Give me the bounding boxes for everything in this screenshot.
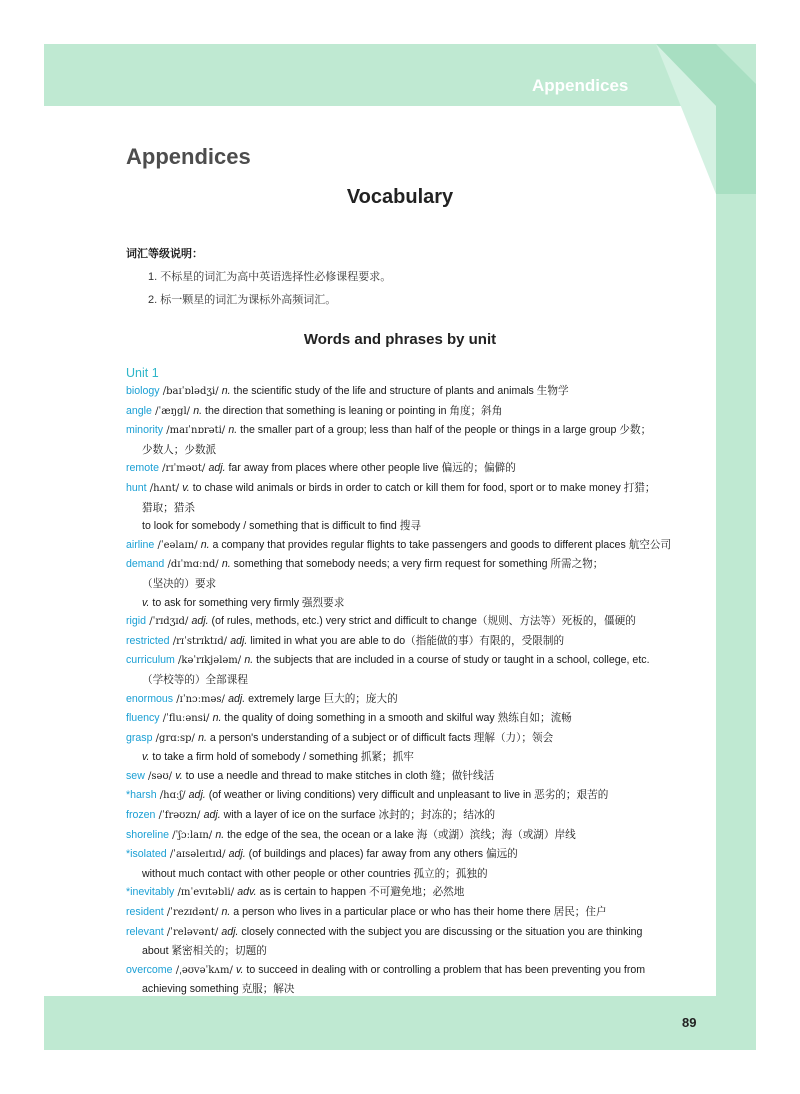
headword: grasp	[126, 731, 153, 744]
part-of-speech: n.	[212, 712, 222, 725]
definition: （学校等的）全部课程	[142, 673, 248, 686]
header-tab-label: Appendices	[532, 76, 629, 95]
page-number: 89	[682, 1015, 697, 1030]
headword: biology	[126, 385, 160, 397]
vocab-entry-continuation	[126, 499, 696, 518]
vocab-entry	[126, 826, 696, 846]
part-of-speech: n.	[198, 731, 207, 744]
page-fold-decoration	[656, 44, 756, 194]
definition: to look for somebody / something that is difficult to find 搜寻	[142, 520, 421, 533]
vocab-entry	[126, 923, 696, 943]
vocab-entry	[126, 845, 696, 865]
definition: a person's understanding of a subject or of difficult facts 理解（力）；领会	[206, 731, 554, 744]
headword: frozen	[126, 809, 156, 822]
vocab-entry-continuation	[126, 942, 696, 961]
pronunciation: /rɪˈməʊt/	[158, 463, 209, 475]
definition: as is certain to happen 不可避免地；必然地	[256, 886, 465, 899]
part-of-speech: v.	[142, 596, 150, 609]
subsection-heading: Words and phrases by unit	[303, 331, 497, 348]
pronunciation: /hʌnt/	[146, 482, 183, 494]
definition: 少数人；少数派	[142, 443, 217, 456]
vocab-entry	[126, 382, 696, 402]
definition: the subjects that are included in a course of study or taught in a school, college, etc.	[253, 654, 650, 667]
pronunciation: /maɪˈnɒrəti/	[163, 425, 229, 437]
vocab-entry	[126, 421, 696, 441]
definition: far away from places where other people live 偏远的；偏僻的	[225, 462, 516, 475]
part-of-speech: adv.	[237, 886, 257, 899]
pronunciation: /ˈaɪsəleɪtɪd/	[166, 849, 229, 861]
vocab-entry	[126, 767, 696, 787]
pronunciation: /ˈrɪdʒɪd/	[146, 616, 192, 628]
definition: the direction that something is leaning or pointing in 角度；斜角	[202, 404, 503, 417]
vocab-entry-continuation	[126, 517, 696, 536]
headword: hunt	[126, 481, 147, 494]
part-of-speech: adj.	[191, 615, 209, 628]
definition: extremely large 巨大的；庞大的	[245, 692, 398, 705]
part-of-speech: n.	[228, 424, 238, 437]
part-of-speech: n.	[221, 906, 231, 919]
definition: to take a firm hold of somebody / something 抓紧；抓牢	[149, 751, 414, 764]
headword: rigid	[126, 615, 147, 628]
pronunciation: /ɪˈnɔːməs/	[173, 693, 229, 705]
pronunciation: /ˈfrəʊzn/	[155, 810, 204, 822]
headword: enormous	[126, 692, 174, 705]
definition: (of rules, methods, etc.) very strict and difficult to change（规则、方法等）死板的，僵硬的	[208, 615, 636, 628]
part-of-speech: adj.	[221, 925, 239, 938]
unit-label: Unit 1	[126, 366, 159, 380]
pronunciation: /ˈeəlaɪn/	[154, 539, 201, 551]
definition: the edge of the sea, the ocean or a lake 海（或湖）滨线；海（或湖）岸线	[224, 828, 576, 841]
vocab-entry-continuation	[126, 980, 696, 999]
part-of-speech: adj.	[228, 848, 246, 861]
vocab-entry	[126, 632, 696, 652]
part-of-speech: v.	[142, 751, 150, 764]
pronunciation: /ɪnˈevɪtəbli/	[174, 887, 238, 899]
vocab-entry	[126, 402, 696, 422]
definition: limited in what you are able to do（指能做的事）有限的，受限制的	[247, 634, 565, 647]
part-of-speech: n.	[193, 404, 203, 417]
headword: angle	[126, 404, 152, 417]
pronunciation: /ˌəʊvəˈkʌm/	[172, 964, 236, 976]
definition: a person who lives in a particular place or who has their home there 居民；住户	[230, 906, 607, 919]
headword: relevant	[126, 925, 164, 938]
definition: achieving something 克服；解决	[142, 983, 295, 996]
part-of-speech: adj.	[188, 789, 206, 802]
headword: overcome	[126, 963, 173, 976]
vocab-entry	[126, 612, 696, 632]
definition: the smaller part of a group; less than half of the people or things in a large group 少数；	[237, 424, 652, 437]
part-of-speech: adj.	[203, 809, 221, 822]
vocab-entry-continuation	[126, 865, 696, 884]
vocab-entry	[126, 961, 696, 981]
headword: minority	[126, 424, 164, 437]
footer-band	[44, 996, 756, 1050]
header-band	[44, 44, 756, 106]
vocab-entry	[126, 806, 696, 826]
definition: to use a needle and thread to make stitches in cloth 缝；做针线活	[182, 769, 495, 782]
pronunciation: /kəˈrɪkjələm/	[174, 655, 245, 667]
pronunciation: /dɪˈmɑːnd/	[164, 559, 222, 571]
part-of-speech: v.	[236, 963, 244, 976]
definition: with a layer of ice on the surface 冰封的；封冻的；结冰的	[220, 809, 496, 822]
vocab-entry-continuation	[126, 441, 696, 460]
definition: a company that provides regular flights to take passengers and goods to different places 航空公司	[209, 538, 672, 551]
vocab-entry	[126, 903, 696, 923]
vocab-entry	[126, 555, 696, 575]
pronunciation: /ˈfluːənsi/	[159, 713, 213, 725]
vocab-entry-continuation	[126, 748, 696, 767]
vocab-entry	[126, 479, 696, 499]
definition: (of buildings and places) far away from any others 偏远的	[245, 848, 518, 861]
vocab-entry	[126, 690, 696, 710]
vocab-entry	[126, 709, 696, 729]
part-of-speech: n.	[200, 538, 210, 551]
headword: *harsh	[126, 789, 157, 802]
pronunciation: /ˈʃɔːlaɪn/	[169, 829, 216, 841]
headword: demand	[126, 558, 165, 571]
pronunciation: /ˈreləvənt/	[163, 926, 222, 938]
headword: resident	[126, 906, 164, 919]
part-of-speech: n.	[221, 558, 231, 571]
part-of-speech: n.	[221, 385, 231, 397]
page-title: Appendices	[126, 144, 251, 169]
definition: the scientific study of the life and structure of plants and animals 生物学	[230, 385, 569, 397]
part-of-speech: adj.	[208, 462, 226, 475]
pronunciation: /rɪˈstrɪktɪd/	[169, 635, 231, 647]
definition: without much contact with other people or other countries 孤立的；孤独的	[142, 867, 488, 880]
pronunciation: /ˈæŋgl/	[151, 405, 194, 417]
vocab-entry	[126, 883, 696, 903]
definition: closely connected with the subject you are discussing or the situation you are thinking	[238, 925, 643, 938]
vocab-entry-continuation	[126, 594, 696, 613]
vocab-entry	[126, 729, 696, 749]
pronunciation: /baɪˈɒlədʒi/	[159, 386, 222, 397]
definition: about 紧密相关的；切题的	[142, 945, 267, 958]
part-of-speech: adj.	[230, 634, 248, 647]
headword: *isolated	[126, 848, 167, 861]
section-heading-vocabulary: Vocabulary	[346, 186, 454, 208]
headword: curriculum	[126, 654, 175, 667]
pronunciation: /grɑːsp/	[152, 732, 199, 744]
vocab-entry	[126, 536, 696, 556]
part-of-speech: n.	[215, 828, 225, 841]
note-title: 词汇等级说明：	[126, 248, 203, 260]
part-of-speech: n.	[244, 654, 254, 667]
definition: 猎取；猎杀	[142, 501, 195, 514]
definition: something that somebody needs; a very firm request for something 所需之物；	[230, 558, 604, 571]
part-of-speech: v.	[182, 481, 190, 494]
pronunciation: /səʊ/	[144, 770, 176, 782]
headword: airline	[126, 538, 155, 551]
headword: *inevitably	[126, 886, 175, 899]
note-item: 1. 不标星的词汇为高中英语选择性必修课程要求。	[148, 271, 392, 283]
definition: the quality of doing something in a smooth and skilful way 熟练自如；流畅	[221, 712, 572, 725]
definition: （坚决的）要求	[142, 577, 217, 590]
definition: to chase wild animals or birds in order to catch or kill them for food, sport or to make money 打猎；	[189, 481, 656, 494]
part-of-speech: adj.	[228, 692, 246, 705]
vocabulary-list	[126, 382, 696, 999]
definition: to succeed in dealing with or controlling a problem that has been preventing you from	[243, 963, 646, 976]
definition: (of weather or living conditions) very difficult and unpleasant to live in 恶劣的；艰苦的	[205, 789, 609, 802]
vocab-entry	[126, 459, 696, 479]
vocab-entry-continuation	[126, 671, 696, 690]
headword: sew	[126, 769, 145, 782]
part-of-speech: v.	[175, 769, 183, 782]
headword: restricted	[126, 634, 170, 647]
vocab-entry	[126, 651, 696, 671]
definition: to ask for something very firmly 强烈要求	[149, 596, 345, 609]
headword: shoreline	[126, 828, 169, 841]
headword: fluency	[126, 712, 160, 725]
headword: remote	[126, 462, 159, 475]
vocab-entry	[126, 786, 696, 806]
note-item: 2. 标一颗星的词汇为课标外高频词汇。	[148, 294, 337, 306]
pronunciation: /ˈrezɪdənt/	[163, 907, 222, 919]
pronunciation: /hɑːʃ/	[156, 790, 189, 802]
vocab-entry-continuation	[126, 575, 696, 594]
